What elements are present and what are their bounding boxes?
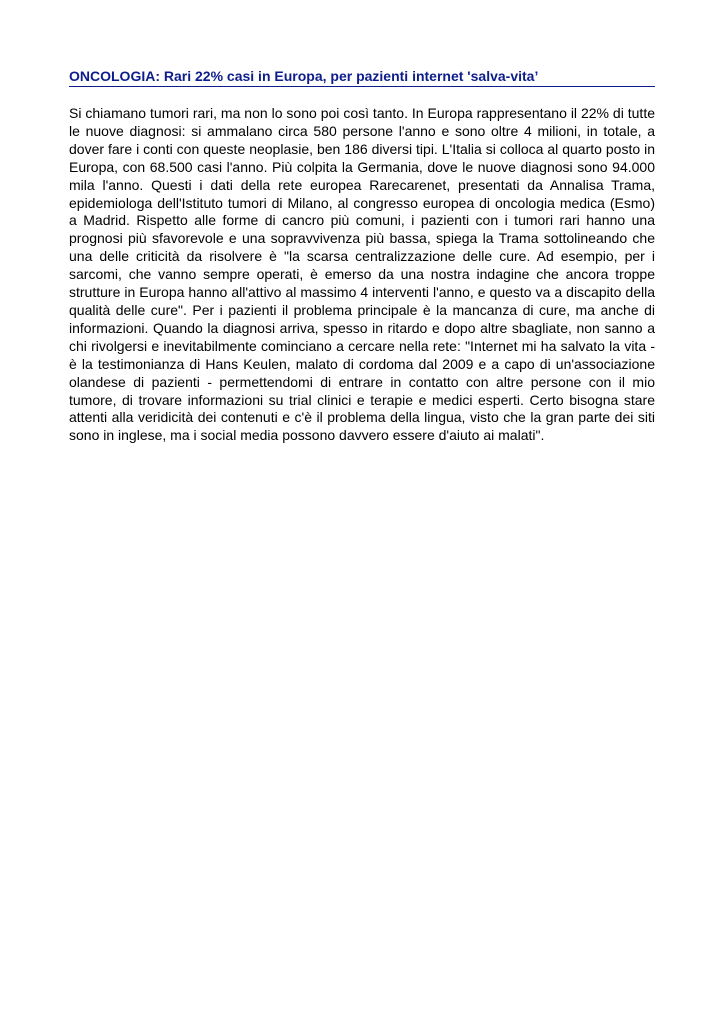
article — [69, 67, 655, 445]
article-body: Si chiamano tumori rari, ma non lo sono poi così tanto. In Europa rappresentano il 22% di tutte le nuove diagnosi: si ammalano circa 580 persone l'anno e sono oltre 4 milioni, in totale, a dover fare i conti con queste neoplasie, ben 186 diversi tipi. L'Italia si colloca al quarto posto in Europa, con 68.500 casi l'anno. Più colpita la Germania, dove le nuove diagnosi sono 94.000 mila l'anno. Questi i dati della rete europea Rarecarenet, presentati da Annalisa Trama, epidemiologa dell'Istituto tumori di Milano, al congresso europea di oncologia medica (Esmo) a Madrid. Rispetto alle forme di cancro più comuni, i pazienti con i tumori rari hanno una prognosi più sfavorevole e una sopravvivenza più bassa, spiega la Trama sottolineando che una delle criticità da risolvere è "la scarsa centralizzazione delle cure. Ad esempio, per i sarcomi, che vanno sempre operati, è emerso da una nostra indagine che ancora troppe strutture in Europa hanno all'attivo al massimo 4 interventi l'anno, e questo va a discapito della qualità delle cure". Per i pazienti il problema principale è la mancanza di cure, ma anche di informazioni. Quando la diagnosi arriva, spesso in ritardo e dopo altre sbagliate, non sanno a chi rivolgersi e inevitabilmente cominciano a cercare nella rete: "Internet mi ha salvato la vita - è la testimonianza di Hans Keulen, malato di cordoma dal 2009 e a capo di un'associazione olandese di pazienti - permettendomi di entrare in contatto con altre persone con il mio tumore, di trovare informazioni su trial clinici e terapie e medici esperti. Certo bisogna stare attenti alla veridicità dei contenuti e c'è il problema della lingua, visto che la gran parte dei siti sono in inglese, ma i social media possono davvero essere d'aiuto ai malati". — [69, 105, 655, 444]
article-title: ONCOLOGIA: Rari 22% casi in Europa, per pazienti internet 'salva-vita’ — [69, 67, 655, 87]
